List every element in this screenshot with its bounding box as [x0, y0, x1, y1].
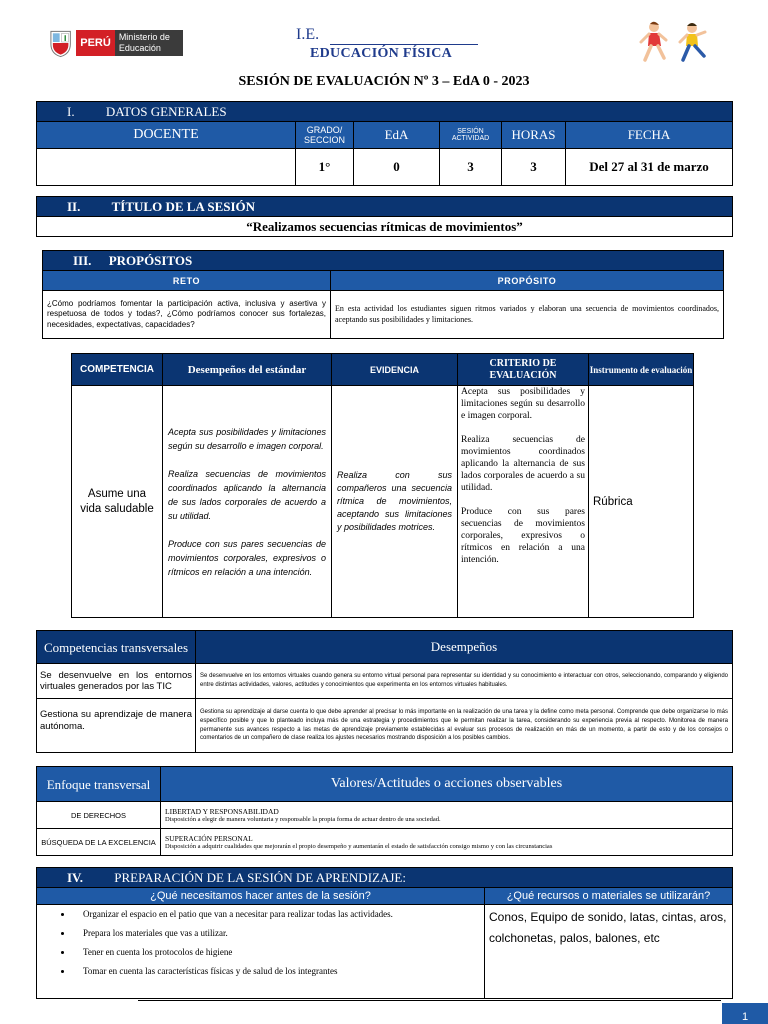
fecha-header: FECHA — [566, 122, 733, 149]
criterio-item: Acepta sus posibilidades y limitaciones según su desarrollo e imagen corporal. — [461, 387, 585, 421]
instrumento-value: Rúbrica — [589, 386, 694, 618]
transversal-desempeno: Gestiona su aprendizaje al darse cuenta lo que debe aprender al precisar lo más importante en la realización de una tarea y la define como meta personal. Comprende que debe organizarse lo más específico posible y que lo planteado incluya más de una estrategia y procedimientos que le permitan realizar la tarea, considerando su experiencia previa al respecto. Monitorea de manera permanente sus avances respecto a las metas de aprendizaje previamente establecidas al evaluar sus procesos de realización en más de un momento, a partir de esto y de los consejos o comentarios de un compañero de clase realiza los ajustes necesarios mostrando disposición a los posibles cambios. — [196, 699, 733, 753]
ministry-logo — [48, 26, 183, 60]
section-3-title: PROPÓSITOS — [108, 252, 193, 268]
criterios-cell — [458, 386, 589, 618]
titulo-table — [36, 196, 733, 237]
enfoque-header: Enfoque transversal — [37, 767, 161, 802]
prep-question: ¿Qué necesitamos hacer antes de la sesión? — [37, 888, 485, 905]
page-number: 1 — [722, 1003, 768, 1024]
eda-value: 0 — [354, 149, 440, 186]
proposito-text: En esta actividad los estudiantes siguen ritmos variados y elaboran una secuencia de movimientos coordinados, aceptando sus posibilidades y limitaciones. — [331, 291, 724, 339]
reto-text: ¿Cómo podríamos fomentar la participación activa, inclusiva y asertiva y respetuosa de todos y todas?, ¿Cómo podríamos conocer sus fortalezas, necesidades, expectativas, capacidades? — [43, 291, 331, 339]
desempeno-item: Realiza secuencias de movimientos coordinados aplicando la alternancia de sus lados corporales de acuerdo a su utilidad. — [168, 468, 326, 521]
competencia-value: Asume una vida saludable — [72, 386, 163, 618]
section-2-number: II. — [67, 198, 81, 214]
transversal-desempeno: Se desenvuelve en los entornos virtuales cuando genera su entorno virtual personal para representar su identidad y su conocimiento e interactuar con otros, seleccionando, comparando y eligiendo entre distintas actividades, valores, actitudes y conocimientos que experimenta en los entornos virtuales habituales. — [196, 664, 733, 699]
section-1-header — [37, 102, 733, 122]
transversal-competencia: Se desenvuelve en los entornos virtuales generados por las TIC — [37, 664, 196, 699]
valor-description: Disposición a adquirir cualidades que mejorarán el propio desempeño y aumentarán el estado de satisfacción consigo mismo y con las circunstancias — [165, 843, 553, 850]
grado-value: 1° — [296, 149, 354, 186]
sesion-value: 3 — [440, 149, 502, 186]
desempenos-header: Desempeños del estándar — [163, 354, 332, 386]
section-2-title: TÍTULO DE LA SESIÓN — [111, 198, 256, 214]
sesion-header: SESIÓN ACTIVIDAD — [440, 122, 502, 149]
competencias-table — [71, 353, 694, 618]
prep-list-cell — [37, 905, 485, 999]
peru-label: PERÚ — [76, 30, 115, 56]
section-3-header — [43, 251, 724, 271]
section-4-header — [37, 868, 733, 888]
valor-cell — [161, 802, 733, 829]
reto-header: RETO — [43, 271, 331, 291]
preparacion-table — [36, 867, 733, 999]
propositos-table — [42, 250, 724, 339]
desempenos-cell — [163, 386, 332, 618]
enfoque-table — [36, 766, 733, 856]
valores-header: Valores/Actitudes o acciones observables — [161, 767, 733, 802]
eda-header: EdA — [354, 122, 440, 149]
docente-value — [37, 149, 296, 186]
transversales-table — [36, 630, 733, 753]
criterio-header: CRITERIO DE EVALUACIÓN — [458, 354, 589, 386]
horas-value: 3 — [502, 149, 566, 186]
area-title: EDUCACIÓN FÍSICA — [310, 46, 453, 61]
section-3-number: III. — [73, 252, 92, 268]
criterio-item: Produce con sus pares secuencias de movimientos corporales, expresivos o rítmicos en relación a una intención. — [461, 507, 585, 565]
transversal-competencia: Gestiona su aprendizaje de manera autónoma. — [37, 699, 196, 753]
datos-generales-table — [36, 101, 733, 186]
grado-header: GRADO/ SECCION — [296, 122, 354, 149]
section-1-number: I. — [67, 103, 75, 119]
desempeno-item: Produce con sus pares secuencias de movimientos corporales, expresivos o rítmicos en relación a una intención. — [168, 538, 326, 577]
transversales-desempenos-header: Desempeños — [196, 631, 733, 664]
session-title: SESIÓN DE EVALUACIÓN Nº 3 – EdA 0 - 2023 — [238, 74, 530, 89]
prep-item: • Prepara los materiales que vas a utilizar. — [73, 927, 484, 939]
prep-list — [37, 908, 484, 977]
fecha-value: Del 27 al 31 de marzo — [566, 149, 733, 186]
evidencia-value: Realiza con sus compañeros una secuencia rítmica de movimientos, aceptando sus limitaciones y posibilidades motrices. — [332, 386, 458, 618]
section-1-title: DATOS GENERALES — [105, 103, 227, 119]
section-2-header — [37, 197, 733, 217]
transversales-header: Competencias transversales — [37, 631, 196, 664]
valor-title: SUPERACIÓN PERSONAL — [165, 834, 253, 843]
resources-text: Conos, Equipo de sonido, latas, cintas, aros, colchonetas, palos, balones, etc — [485, 905, 733, 999]
enfoque-name: DE DERECHOS — [37, 802, 161, 829]
peru-shield-icon — [48, 28, 73, 58]
prep-item: • Tomar en cuenta las características físicas y de salud de los integrantes — [73, 965, 484, 977]
section-4-title: PREPARACIÓN DE LA SESIÓN DE APRENDIZAJE: — [114, 869, 406, 885]
proposito-header: PROPÓSITO — [331, 271, 724, 291]
valor-description: Disposición a elegir de manera voluntaria y responsable la propia forma de actuar dentro de una sociedad. — [165, 816, 441, 823]
competencia-header: COMPETENCIA — [72, 354, 163, 386]
valor-title: LIBERTAD Y RESPONSABILIDAD — [165, 807, 279, 816]
session-name: “Realizamos secuencias rítmicas de movimientos” — [37, 217, 733, 237]
valor-cell — [161, 829, 733, 856]
school-name-line — [330, 44, 478, 45]
footer-line — [138, 1000, 721, 1001]
desempeno-item: Acepta sus posibilidades y limitaciones según su desarrollo e imagen corporal. — [168, 426, 326, 451]
evidencia-header: EVIDENCIA — [332, 354, 458, 386]
instrumento-header: Instrumento de evaluación — [589, 354, 694, 386]
criterio-item: Realiza secuencias de movimientos coordinados aplicando la alternancia de sus lados corporales de acuerdo a su utilidad. — [461, 435, 585, 493]
ministerio-label: Ministerio de Educación — [115, 30, 183, 56]
docente-header: DOCENTE — [37, 122, 296, 149]
section-4-number: IV. — [67, 869, 84, 885]
school-label: I.E. — [296, 26, 320, 43]
runners-icon — [636, 20, 716, 64]
prep-item: • Organizar el espacio en el patio que van a necesitar para realizar todas las actividades. — [73, 908, 484, 920]
horas-header: HORAS — [502, 122, 566, 149]
prep-item: • Tener en cuenta los protocolos de higiene — [73, 946, 484, 958]
resources-question: ¿Qué recursos o materiales se utilizarán? — [485, 888, 733, 905]
enfoque-name: BÚSQUEDA DE LA EXCELENCIA — [37, 829, 161, 856]
